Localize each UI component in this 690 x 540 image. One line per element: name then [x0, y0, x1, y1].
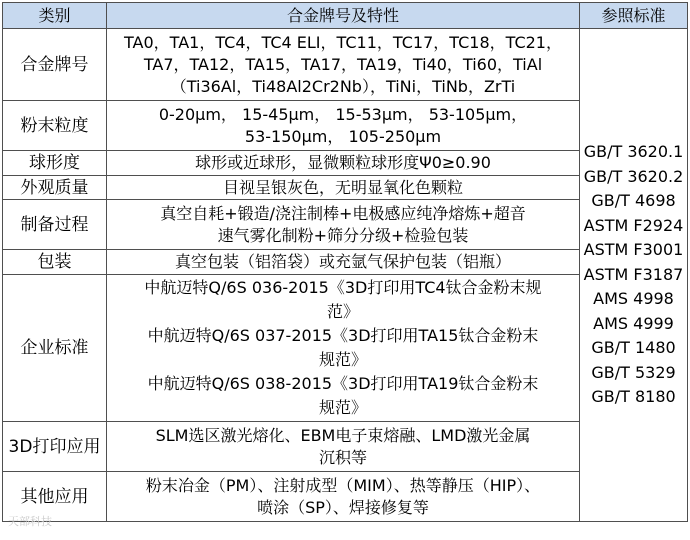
table-header-row	[3, 3, 688, 29]
row-category: 3D打印应用	[3, 422, 107, 472]
content-line: 中航迈特Q/6S 038-2015《3D打印用TA19钛合金粉末	[147, 374, 539, 393]
content-line: 范》	[326, 302, 359, 321]
standard-item: GB/T 4698	[591, 191, 676, 211]
watermark-logo: 天部科技	[8, 515, 52, 528]
row-content	[107, 250, 580, 275]
standard-item: GB/T 5329	[591, 362, 676, 382]
row-category: 企业标准	[3, 275, 107, 422]
content-line: 沉积等	[318, 447, 367, 467]
content-line: 速气雾化制粉+筛分分级+检验包装	[217, 225, 469, 245]
header-category: 类别	[3, 3, 107, 29]
row-category: 其他应用	[3, 472, 107, 522]
content-line: 真空自耗+锻造/浇注制棒+电极感应纯净熔炼+超音	[160, 203, 526, 223]
content-line: 真空包装（铝箔袋）或充氩气保护包装（铝瓶）	[174, 252, 511, 271]
row-content	[107, 472, 580, 522]
content-line: 粉末冶金（PM）、注射成型（MIM）、热等静压（HIP）、	[145, 475, 541, 495]
table-row	[3, 29, 688, 101]
content-line: （Ti36Al，Ti48Al2Cr2Nb），TiNi，TiNb，ZrTi	[170, 76, 516, 96]
standard-item: AMS 4998	[593, 289, 674, 309]
standard-item: GB/T 8180	[591, 387, 676, 407]
content-line: 规范》	[318, 398, 367, 417]
standard-item: GB/T 1480	[591, 338, 676, 358]
row-category: 粉末粒度	[3, 101, 107, 151]
content-line: 中航迈特Q/6S 036-2015《3D打印用TC4钛合金粉末规	[144, 278, 542, 297]
row-category: 制备过程	[3, 200, 107, 250]
standard-item: ASTM F2924	[583, 215, 684, 235]
standard-item: ASTM F3187	[583, 264, 684, 284]
row-category: 包装	[3, 250, 107, 275]
row-category: 外观质量	[3, 176, 107, 200]
standard-item: AMS 4999	[593, 313, 674, 333]
content-line: 中航迈特Q/6S 037-2015《3D打印用TA15钛合金粉末	[147, 326, 539, 345]
content-line: 0-20μm， 15-45μm， 15-53μm， 53-105μm，	[158, 104, 528, 124]
row-content	[107, 29, 580, 101]
reference-standards-cell	[580, 29, 688, 522]
content-line: 53-150μm， 105-250μm	[244, 126, 442, 146]
content-line: 规范》	[318, 350, 367, 369]
standard-item: ASTM F3001	[583, 240, 684, 260]
row-content	[107, 422, 580, 472]
row-category: 球形度	[3, 151, 107, 176]
row-content	[107, 151, 580, 176]
row-content	[107, 275, 580, 422]
row-category: 合金牌号	[3, 29, 107, 101]
content-line: TA7，TA12，TA15，TA17，TA19，Ti40，Ti60，TiAl	[143, 54, 543, 74]
content-line: TA0，TA1，TC4，TC4 ELI，TC11，TC17，TC18，TC21，	[124, 32, 562, 52]
standard-item: GB/T 3620.2	[583, 166, 684, 186]
standard-item: GB/T 3620.1	[583, 142, 684, 162]
header-standards: 参照标准	[580, 3, 688, 29]
row-content	[107, 200, 580, 250]
alloy-spec-table	[2, 2, 688, 522]
content-line: 喷涂（SP）、焊接修复等	[257, 497, 429, 517]
content-line: 目视呈银灰色，无明显氧化色颗粒	[222, 177, 463, 197]
row-content	[107, 176, 580, 200]
content-line: 球形或近球形，显微颗粒球形度Ψ0≥0.90	[195, 153, 491, 172]
content-line: SLM选区激光熔化、EBM电子束熔融、LMD激光金属	[155, 425, 531, 445]
header-properties: 合金牌号及特性	[107, 3, 580, 29]
row-content	[107, 101, 580, 151]
